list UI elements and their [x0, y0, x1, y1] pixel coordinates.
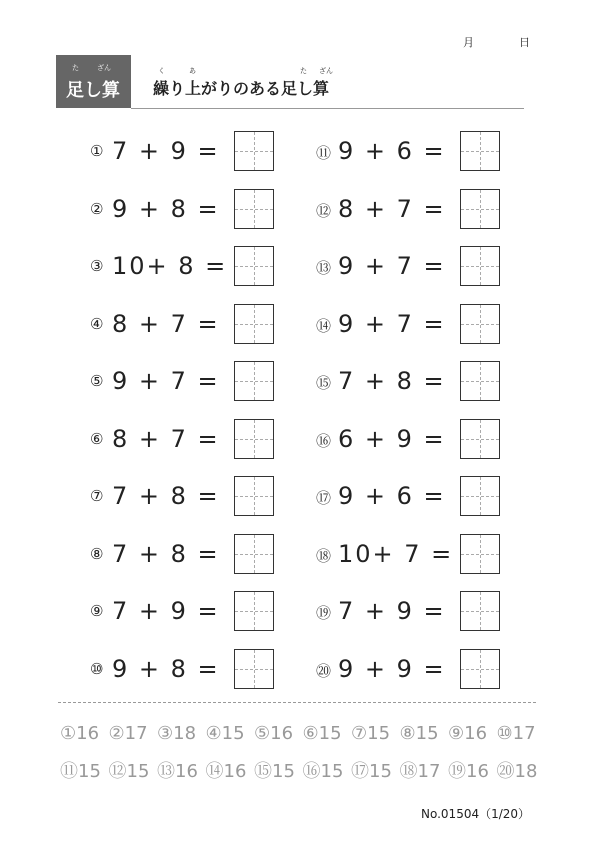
- problem-item: [90, 591, 280, 633]
- problem-expression: 10+ 7 =: [338, 539, 454, 568]
- problem-expression: 9 + 7 =: [338, 252, 446, 280]
- problem-number: ⑰: [316, 489, 332, 507]
- title-furigana: あ: [189, 67, 196, 75]
- problem-item: [316, 131, 506, 173]
- problem-number: ⑯: [316, 431, 332, 450]
- title-furigana: く: [158, 67, 165, 75]
- guide-line: [235, 439, 273, 440]
- answer-box[interactable]: [234, 419, 274, 459]
- problem-number: ⑪: [316, 144, 332, 162]
- answer-item: ⑱17: [399, 761, 441, 782]
- problem-expression: 8 + 7 =: [112, 309, 220, 338]
- problem-item: [90, 246, 280, 288]
- answer-box[interactable]: [460, 476, 500, 516]
- problem-number: ⑧: [90, 544, 104, 563]
- problem-number: ⑱: [316, 546, 332, 565]
- problem-number: ⑨: [90, 602, 104, 620]
- problem-expression: 7 + 9 =: [338, 597, 446, 625]
- answer-box[interactable]: [460, 591, 500, 631]
- answer-item: ⑬16: [157, 761, 198, 782]
- tag-furigana: ざん: [97, 64, 111, 72]
- answer-item: ③18: [157, 723, 197, 744]
- problem-number: ①: [90, 142, 104, 160]
- problem-number: ⑲: [316, 604, 332, 622]
- problem-number: ⑬: [316, 259, 332, 277]
- problem-item: [316, 591, 506, 633]
- problem-item: [316, 361, 506, 403]
- problem-number: ⑤: [90, 372, 104, 390]
- day-label: 日: [519, 36, 530, 49]
- problem-item: [316, 649, 506, 691]
- answer-item: ⑩17: [496, 723, 536, 744]
- answer-item: ⑭16: [205, 761, 247, 782]
- problem-expression: 7 + 9 =: [112, 137, 220, 165]
- month-label: 月: [463, 36, 474, 49]
- problem-item: [90, 649, 280, 691]
- problem-item: [90, 534, 280, 576]
- answer-item: ⑳18: [496, 761, 538, 782]
- answer-item: ⑪15: [60, 761, 101, 782]
- problem-number: ⑫: [316, 201, 332, 220]
- guide-line: [235, 496, 273, 497]
- problem-item: [90, 361, 280, 403]
- answer-item: ②17: [108, 723, 148, 744]
- answer-item: ⑲16: [448, 761, 489, 782]
- answer-item: ⑨16: [448, 723, 488, 744]
- answer-item: ④15: [205, 723, 245, 744]
- problem-item: [316, 419, 506, 461]
- problem-expression: 9 + 7 =: [338, 309, 446, 338]
- answer-item: ⑮15: [254, 761, 295, 782]
- answer-box[interactable]: [234, 534, 274, 574]
- problem-number: ⑮: [316, 374, 332, 392]
- problem-expression: 10+ 8 =: [112, 252, 228, 280]
- category-tag: [56, 55, 131, 108]
- problem-item: [90, 131, 280, 173]
- problem-number: ⑥: [90, 429, 104, 448]
- answer-row-2: [60, 757, 545, 783]
- answer-box[interactable]: [460, 419, 500, 459]
- answer-box[interactable]: [234, 246, 274, 286]
- problem-expression: 9 + 9 =: [338, 654, 446, 683]
- answer-item: ⑤16: [254, 723, 294, 744]
- guide-line: [235, 669, 273, 670]
- guide-line: [461, 669, 499, 670]
- worksheet-number: No.01504（1/20）: [421, 807, 531, 821]
- answer-item: ⑯15: [302, 761, 344, 782]
- problem-item: [316, 246, 506, 288]
- problem-expression: 7 + 8 =: [338, 367, 446, 395]
- problem-number: ⑳: [316, 661, 332, 680]
- guide-line: [235, 151, 273, 152]
- problem-expression: 9 + 6 =: [338, 137, 446, 165]
- tag-label: 足し算: [66, 80, 120, 101]
- answer-box[interactable]: [234, 361, 274, 401]
- answer-item: ⑥15: [302, 723, 342, 744]
- problem-number: ⑩: [90, 659, 104, 678]
- problem-item: [316, 476, 506, 518]
- guide-line: [235, 209, 273, 210]
- problem-item: [90, 476, 280, 518]
- answer-item: ⑫15: [108, 761, 150, 782]
- answer-box[interactable]: [234, 649, 274, 689]
- answer-box[interactable]: [460, 189, 500, 229]
- problem-item: [316, 189, 506, 231]
- guide-line: [461, 266, 499, 267]
- problem-number: ②: [90, 199, 104, 218]
- problem-number: ⑭: [316, 316, 332, 335]
- guide-line: [235, 266, 273, 267]
- problem-item: [90, 419, 280, 461]
- guide-line: [235, 381, 273, 382]
- problem-expression: 9 + 8 =: [112, 654, 220, 683]
- answer-box[interactable]: [460, 649, 500, 689]
- guide-line: [235, 554, 273, 555]
- problem-expression: 7 + 9 =: [112, 597, 220, 625]
- answer-row-1: [60, 723, 545, 744]
- guide-line: [461, 496, 499, 497]
- answer-item: ⑧15: [399, 723, 439, 744]
- guide-line: [235, 611, 273, 612]
- answer-item: ①16: [60, 723, 100, 744]
- answer-box[interactable]: [460, 131, 500, 171]
- answer-item: ⑦15: [351, 723, 391, 744]
- problem-expression: 7 + 8 =: [112, 482, 220, 510]
- title-furigana: ざん: [319, 67, 333, 75]
- title-underline: [131, 108, 524, 109]
- answer-box[interactable]: [234, 591, 274, 631]
- answer-item: ⑰15: [351, 761, 392, 782]
- problem-number: ③: [90, 257, 104, 275]
- problem-item: [316, 304, 506, 346]
- problem-expression: 8 + 7 =: [338, 194, 446, 223]
- tag-furigana: た: [72, 64, 79, 72]
- problem-item: [90, 304, 280, 346]
- problem-item: [90, 189, 280, 231]
- answer-box[interactable]: [460, 304, 500, 344]
- answer-box[interactable]: [460, 534, 500, 574]
- problem-item: [316, 534, 506, 576]
- answer-box[interactable]: [460, 246, 500, 286]
- problem-expression: 7 + 8 =: [112, 539, 220, 568]
- guide-line: [461, 151, 499, 152]
- answer-divider: [58, 702, 536, 703]
- answer-box[interactable]: [234, 304, 274, 344]
- problem-expression: 9 + 8 =: [112, 194, 220, 223]
- page-title: 繰り上がりのある足し算: [153, 79, 330, 98]
- problem-number: ④: [90, 314, 104, 333]
- guide-line: [461, 554, 499, 555]
- guide-line: [461, 439, 499, 440]
- answer-box[interactable]: [460, 361, 500, 401]
- problem-expression: 6 + 9 =: [338, 424, 446, 453]
- answer-box[interactable]: [234, 189, 274, 229]
- problem-expression: 8 + 7 =: [112, 424, 220, 453]
- guide-line: [461, 611, 499, 612]
- guide-line: [461, 324, 499, 325]
- answer-box[interactable]: [234, 131, 274, 171]
- problem-number: ⑦: [90, 487, 104, 505]
- title-furigana: た: [300, 67, 307, 75]
- guide-line: [461, 209, 499, 210]
- guide-line: [235, 324, 273, 325]
- problem-expression: 9 + 7 =: [112, 367, 220, 395]
- guide-line: [461, 381, 499, 382]
- answer-box[interactable]: [234, 476, 274, 516]
- problem-expression: 9 + 6 =: [338, 482, 446, 510]
